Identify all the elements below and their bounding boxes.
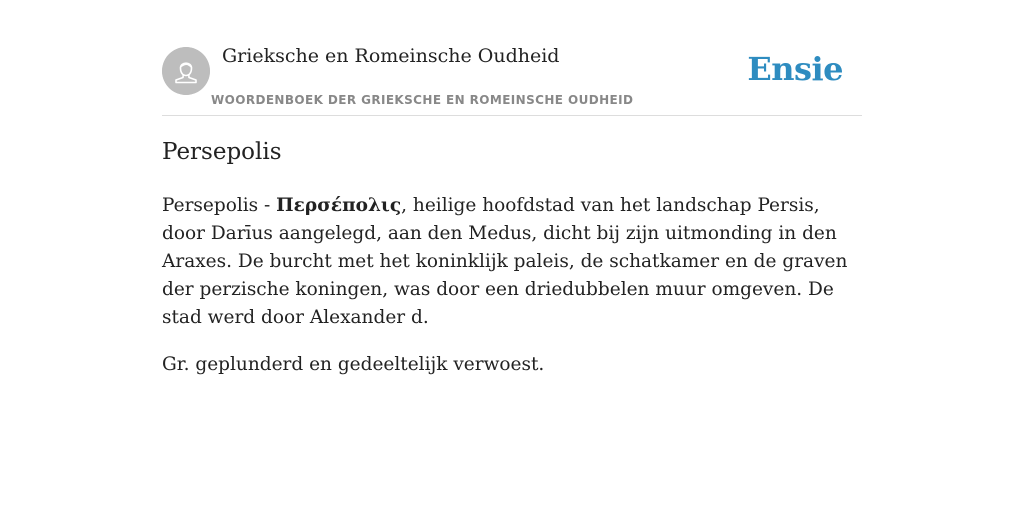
user-icon: [162, 47, 210, 95]
entry-paragraph-1: [162, 192, 862, 332]
page-container: [162, 0, 862, 512]
entry-paragraph-2: Gr. geplunderd en gedeeltelijk verwoest.: [162, 354, 545, 375]
dictionary-subtitle: WOORDENBOEK DER GRIEKSCHE EN ROMEINSCHE OUDHEID: [211, 93, 634, 107]
greek-term: Περσέπολις: [276, 195, 402, 216]
page-header: [162, 0, 862, 116]
dictionary-name[interactable]: Grieksche en Romeinsche Oudheid: [222, 45, 560, 67]
brand-logo[interactable]: Ensie: [747, 50, 843, 88]
entry-lead-text: Persepolis -: [162, 195, 277, 216]
avatar[interactable]: [162, 47, 210, 95]
entry-body-text: , heilige hoofdstad van het landschap Persis, door Darīus aangelegd, aan den Medus, dicht bij zijn uitmonding in den Araxes. De burcht met het koninklijk paleis, de schatkamer en de graven der perzische koningen, was door een driedubbelen muur omgeven. De stad werd door Alexander d.: [162, 195, 848, 328]
entry-title: Persepolis: [162, 139, 282, 165]
